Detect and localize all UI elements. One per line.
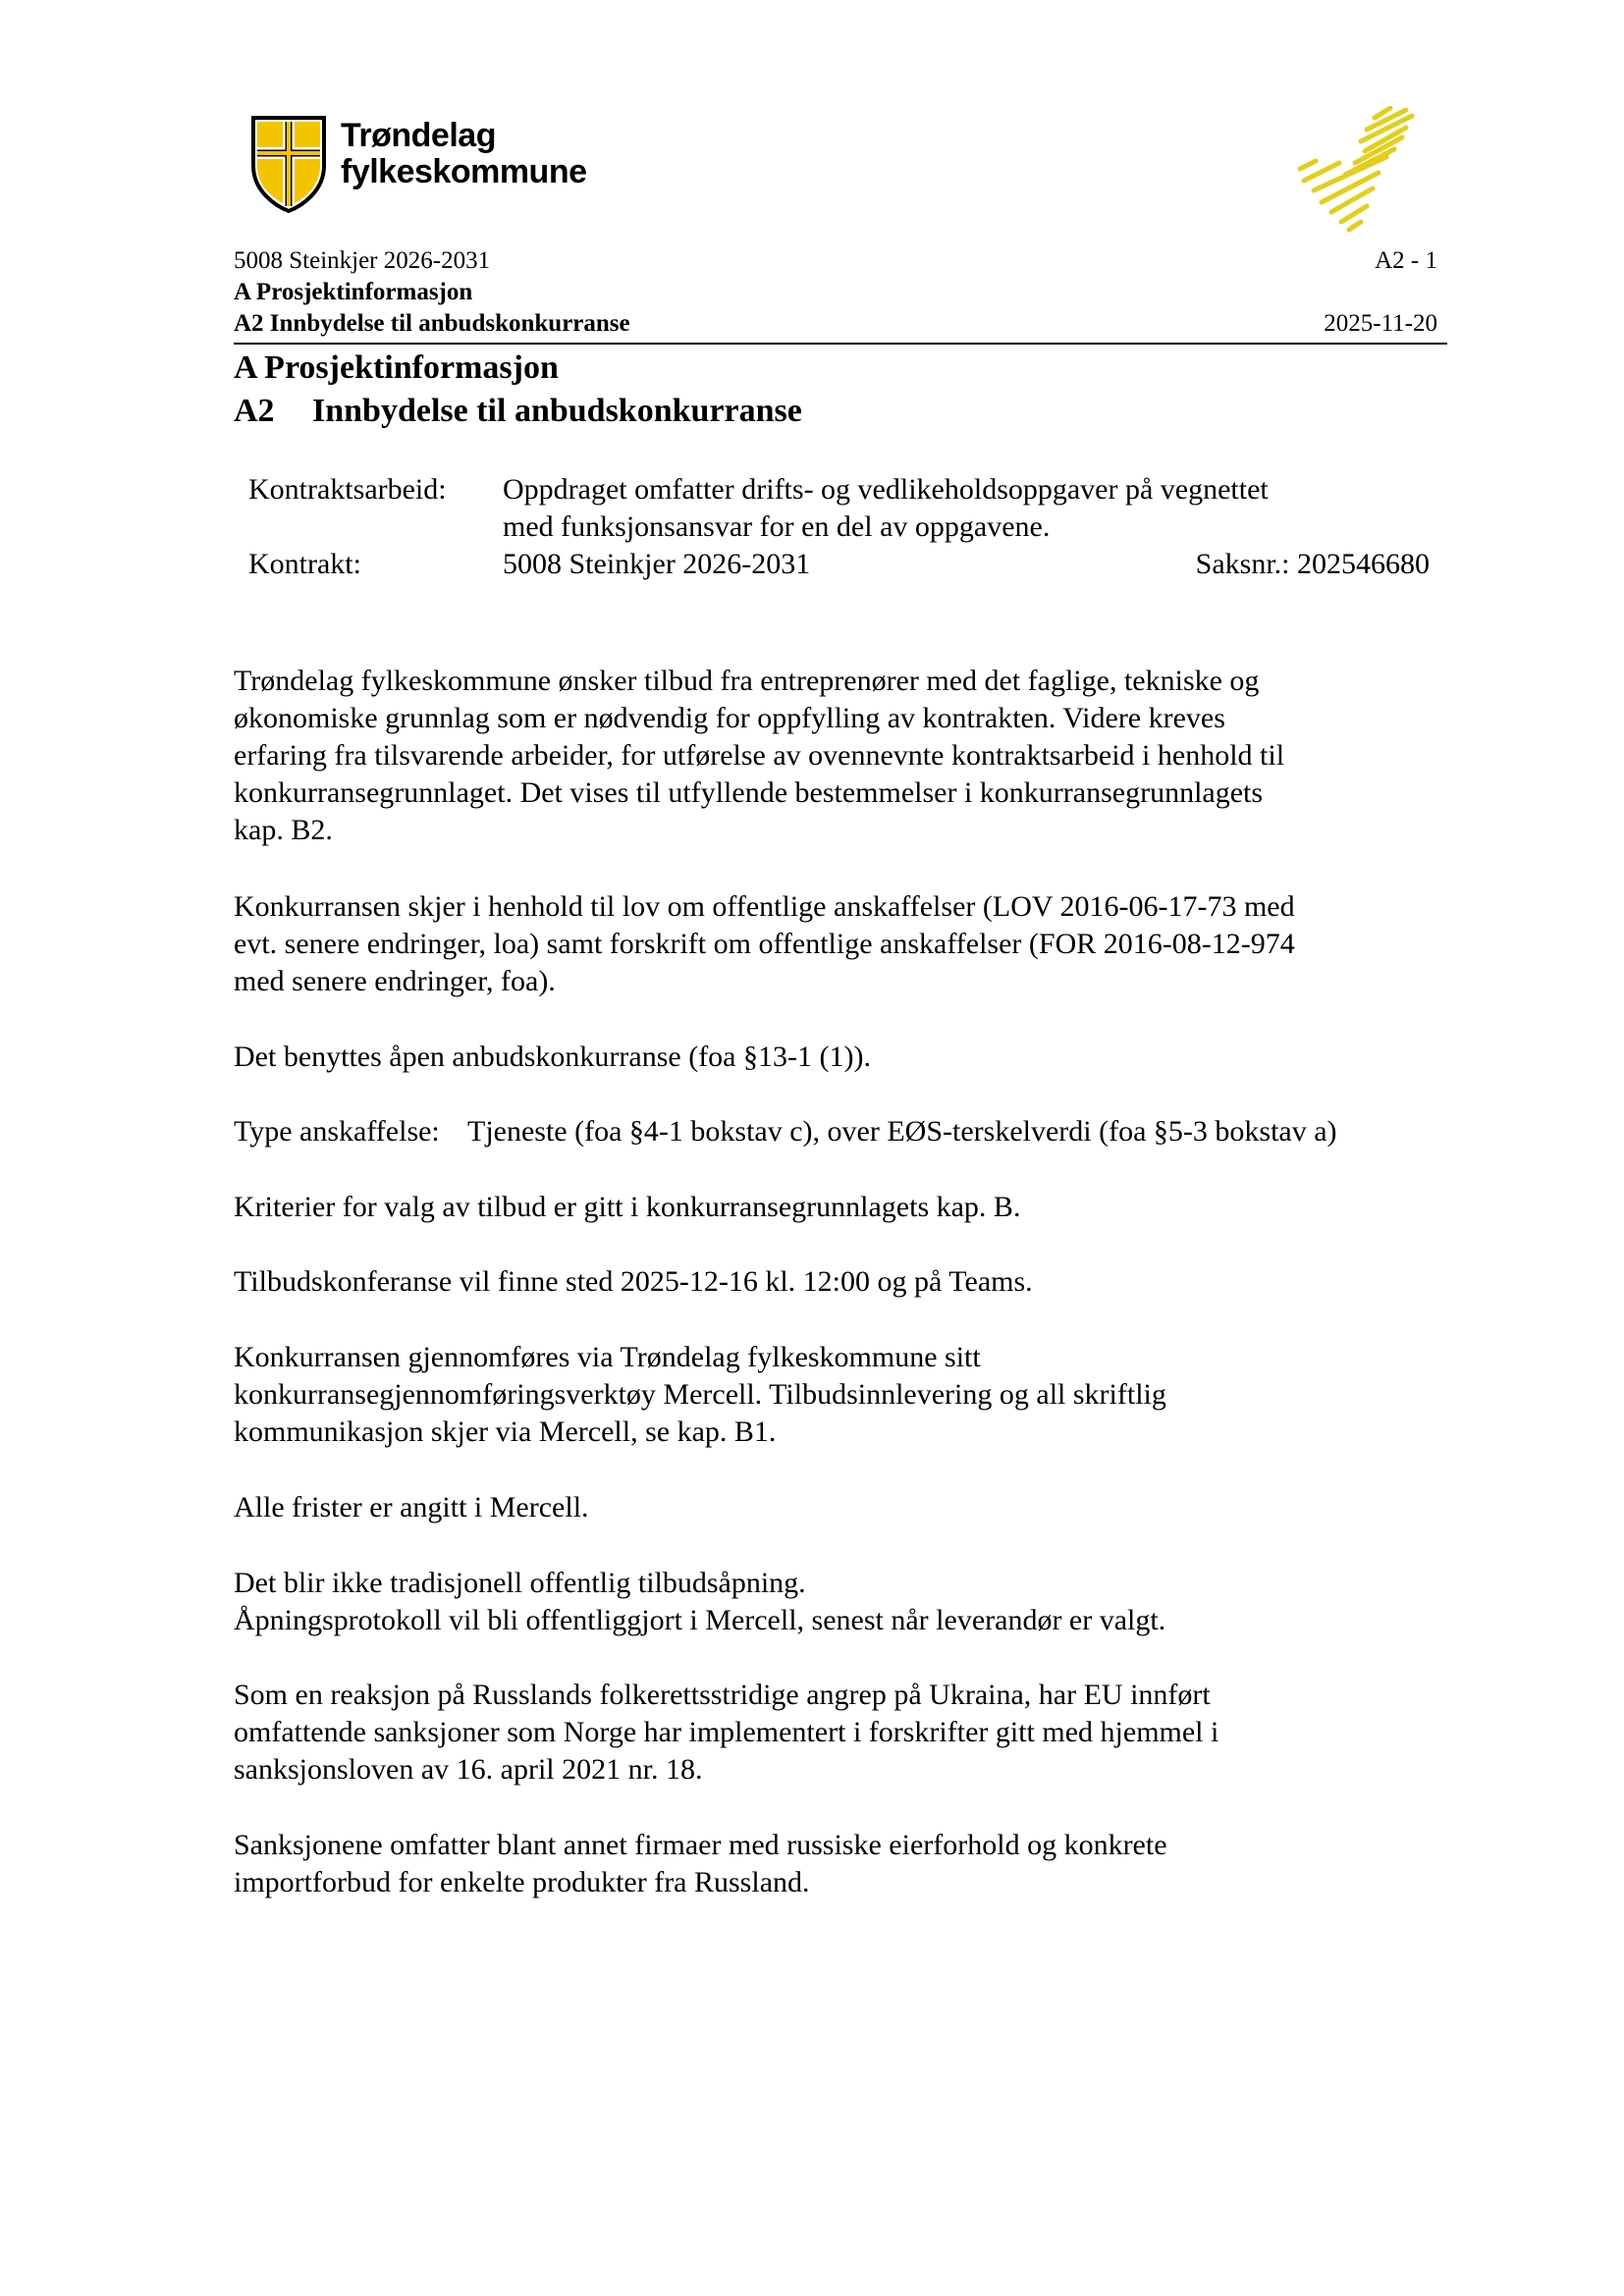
section-heading — [234, 390, 802, 433]
logo-line-2: fylkeskommune — [341, 153, 587, 190]
paragraph-line: erfaring fra tilsvarende arbeider, for utførelse av ovennevnte kontraktsarbeid i henhold til — [234, 739, 1285, 772]
paragraph-deadlines — [234, 1489, 1471, 1526]
paragraph-line: Trøndelag fylkeskommune ønsker tilbud fra entreprenører med det faglige, tekniske og — [234, 665, 1260, 697]
document-header — [234, 245, 630, 340]
paragraph-line: Det blir ikke tradisjonell offentlig tilbudsåpning. — [234, 1567, 806, 1599]
work-description-line-1: Oppdraget omfatter drifts- og vedlikeholdsoppgaver på vegnettet — [503, 473, 1269, 506]
paragraph-line: økonomiske grunnlag som er nødvendig for oppfylling av kontrakten. Videre kreves — [234, 702, 1225, 734]
work-label: Kontraktsarbeid: — [248, 473, 447, 506]
paragraph-legal-basis — [234, 888, 1471, 1000]
paragraph-sanctions-scope — [234, 1827, 1471, 1901]
paragraph-line: omfattende sanksjoner som Norge har implementert i forskrifter gitt med hjemmel i — [234, 1716, 1219, 1748]
contract-value: 5008 Steinkjer 2026-2031 — [503, 548, 811, 580]
header-page-ref: A2 - 1 — [1375, 247, 1437, 274]
paragraph-line: Åpningsprotokoll vil bli offentliggjort i Mercell, senest når leverandør er valgt. — [234, 1604, 1166, 1636]
header-subsection: A2 Innbydelse til anbudskonkurranse — [234, 310, 630, 337]
paragraph-line: Kriterier for valg av tilbud er gitt i konkurransegrunnlagets kap. B. — [234, 1191, 1021, 1223]
paragraph-line: Alle frister er angitt i Mercell. — [234, 1491, 589, 1523]
paragraph-line: Tilbudskonferanse vil finne sted 2025-12-16 kl. 12:00 og på Teams. — [234, 1265, 1033, 1298]
paragraph-line: kommunikasjon skjer via Mercell, se kap. B1. — [234, 1415, 777, 1448]
paragraph-procedure — [234, 1039, 1471, 1076]
header-divider — [234, 343, 1447, 345]
organization-logo-text — [341, 118, 587, 190]
procurement-type-value: Tjeneste (foa §4-1 bokstav c), over EØS-terskelverdi (foa §5-3 bokstav a) — [467, 1115, 1337, 1148]
header-date: 2025-11-20 — [1324, 310, 1437, 337]
header-contract: 5008 Steinkjer 2026-2031 — [234, 247, 491, 274]
work-description-line-2: med funksjonsansvar for en del av oppgavene. — [503, 510, 1051, 543]
paragraph-conference — [234, 1263, 1471, 1301]
paragraph-opening — [234, 1565, 1471, 1639]
paragraph-line: Sanksjonene omfatter blant annet firmaer med russiske eierforhold og konkrete — [234, 1829, 1167, 1861]
paragraph-criteria — [234, 1189, 1471, 1226]
paragraph-line: konkurransegrunnlaget. Det vises til utfyllende bestemmelser i konkurransegrunnlagets — [234, 776, 1264, 809]
county-shield-icon — [250, 115, 327, 213]
procurement-type — [234, 1113, 1510, 1150]
paragraph-line: sanksjonsloven av 16. april 2021 nr. 18. — [234, 1753, 703, 1786]
paragraph-sanctions — [234, 1677, 1471, 1789]
paragraph-line: konkurransegjennomføringsverktøy Mercell. Tilbudsinnlevering og all skriftlig — [234, 1378, 1166, 1411]
section-number: A2 — [234, 393, 275, 429]
logo-line-1: Trøndelag — [341, 117, 496, 154]
county-map-mark-icon — [1296, 106, 1434, 234]
case-number: Saksnr.: 202546680 — [1195, 548, 1430, 580]
paragraph-invitation — [234, 663, 1471, 849]
paragraph-line: Konkurransen gjennomføres via Trøndelag fylkeskommune sitt — [234, 1341, 981, 1373]
contract-label: Kontrakt: — [248, 548, 361, 580]
header-section: A Prosjektinformasjon — [234, 279, 473, 305]
paragraph-line: evt. senere endringer, loa) samt forskrift om offentlige anskaffelser (FOR 2016-08-12-974 — [234, 928, 1295, 960]
page-title: A Prosjektinformasjon — [234, 349, 559, 386]
paragraph-line: med senere endringer, foa). — [234, 965, 556, 997]
procurement-type-label: Type anskaffelse: — [234, 1115, 440, 1148]
paragraph-line: Det benyttes åpen anbudskonkurranse (foa §13-1 (1)). — [234, 1041, 871, 1073]
paragraph-line: kap. B2. — [234, 814, 333, 846]
paragraph-line: Som en reaksjon på Russlands folkerettsstridige angrep på Ukraina, har EU innført — [234, 1679, 1211, 1711]
paragraph-mercell — [234, 1339, 1471, 1451]
paragraph-line: importforbud for enkelte produkter fra Russland. — [234, 1866, 810, 1898]
paragraph-line: Konkurransen skjer i henhold til lov om offentlige anskaffelser (LOV 2016-06-17-73 med — [234, 890, 1295, 923]
section-title: Innbydelse til anbudskonkurranse — [312, 393, 802, 429]
